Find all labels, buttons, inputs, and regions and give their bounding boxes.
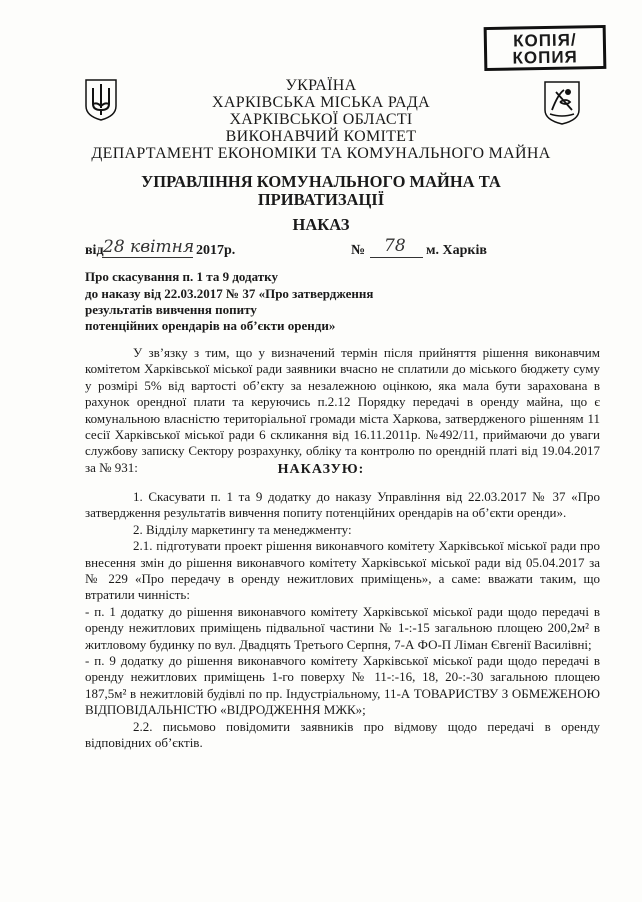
office-title-line-2: ПРИВАТИЗАЦІЇ bbox=[257, 190, 385, 209]
date-year: 2017р. bbox=[196, 243, 236, 258]
date-underline bbox=[102, 257, 193, 258]
header-department: ДЕПАРТАМЕНТ ЕКОНОМІКИ ТА КОМУНАЛЬНОГО МАЙНА bbox=[91, 145, 551, 162]
number-underline bbox=[370, 257, 423, 258]
preamble-block bbox=[85, 345, 600, 476]
subject-line-3: результатів вивчення попиту bbox=[85, 302, 257, 317]
document-type: НАКАЗ bbox=[292, 215, 350, 234]
preamble-paragraph: У зв’язку з тим, що у визначений термін після прийняття рішення виконавчим комітетом Харківської міської ради заявники вчасно не сплатили до міського бюджету суму у розмірі 5% від вартості об’єкту за незалежною оцінкою, яка мала бути зарахована в рахунок орендної плати та керуючись п.2.12 Порядку передачі в оренду майна, що є комунальною власністю територіальної громади міста Харкова, затвердженого рішенням 11 сесії Харківської міської ради 6 скликання від 16.11.2011р. №492/11, приймаючи до уваги службову записку Сектору розрахунку, обліку та контролю по орендній платі від 19.04.2017 за № 931: bbox=[85, 345, 600, 475]
header-council: ХАРКІВСЬКА МІСЬКА РАДА bbox=[212, 94, 430, 111]
copy-stamp bbox=[484, 25, 607, 71]
order-items bbox=[85, 489, 600, 752]
subject-line-1: Про скасування п. 1 та 9 додатку bbox=[85, 269, 278, 284]
subject-line-4: потенційних орендарів на об’єкти оренди» bbox=[85, 318, 336, 333]
item-1: 1. Скасувати п. 1 та 9 додатку до наказу Управління від 22.03.2017 № 37 «Про затвердження результатів вивчення попиту потенційних орендарів на об’єкти оренди». bbox=[85, 489, 600, 521]
office-title-line-1: УПРАВЛІННЯ КОМУНАЛЬНОГО МАЙНА ТА bbox=[141, 172, 501, 191]
item-2-1: 2.1. підготувати проект рішення виконавчого комітету Харківської міської ради про внесення змін до рішення виконавчого комітету Харківської міської ради від 05.04.2017 за № 229 «Про передачу в оренду нежитлових приміщень», а саме: вважати таким, що втратили чинність: bbox=[85, 538, 600, 603]
subject-line-2: до наказу від 22.03.2017 № 37 «Про затвердження bbox=[85, 286, 374, 301]
bullet-item-1: - п. 1 додатку до рішення виконавчого комітету Харківської міської ради щодо передачі в оренду нежитлових приміщень підвальної частини № 1-:-15 загальною площею 200,2м² в житловому будинку по вул. Двадцять Третього Серпня, 7-А ФО-П Ліман Євгенії Василівні; bbox=[85, 603, 600, 652]
bullet-item-9: - п. 9 додатку до рішення виконавчого комітету Харківської міської ради щодо передачі в оренду нежитлових приміщень 1-го поверху № 11-:-16, 18, 20-:-30 загальною площею 187,5м² в нежитловій будівлі по пр. Індустріальному, 11-А ТОВАРИСТВУ З ОБМЕЖЕНОЮ ВІДПОВІДАЛЬНІСТЮ «ВІДРОДЖЕННЯ МЖК»; bbox=[85, 653, 600, 718]
header-country: УКРАЇНА bbox=[285, 77, 357, 94]
order-heading: НАКАЗУЮ: bbox=[277, 462, 365, 477]
header-region: ХАРКІВСЬКОЇ ОБЛАСТІ bbox=[229, 111, 413, 128]
header-committee: ВИКОНАВЧИЙ КОМІТЕТ bbox=[225, 128, 417, 145]
date-prefix: від bbox=[85, 243, 104, 258]
item-2: 2. Відділу маркетингу та менеджменту: bbox=[133, 521, 352, 537]
item-2-2: 2.2. письмово повідомити заявників про відмову щодо передачі в оренду відповідних об’єктів. bbox=[85, 718, 600, 751]
city: м. Харків bbox=[426, 243, 487, 258]
number-prefix: № bbox=[351, 243, 366, 258]
stamp-line-1: КОПІЯ/ bbox=[512, 30, 577, 51]
stamp-line-2: КОПИЯ bbox=[512, 47, 578, 68]
handwritten-number: 78 bbox=[384, 236, 406, 256]
handwritten-date: 28 квітня bbox=[103, 237, 195, 257]
